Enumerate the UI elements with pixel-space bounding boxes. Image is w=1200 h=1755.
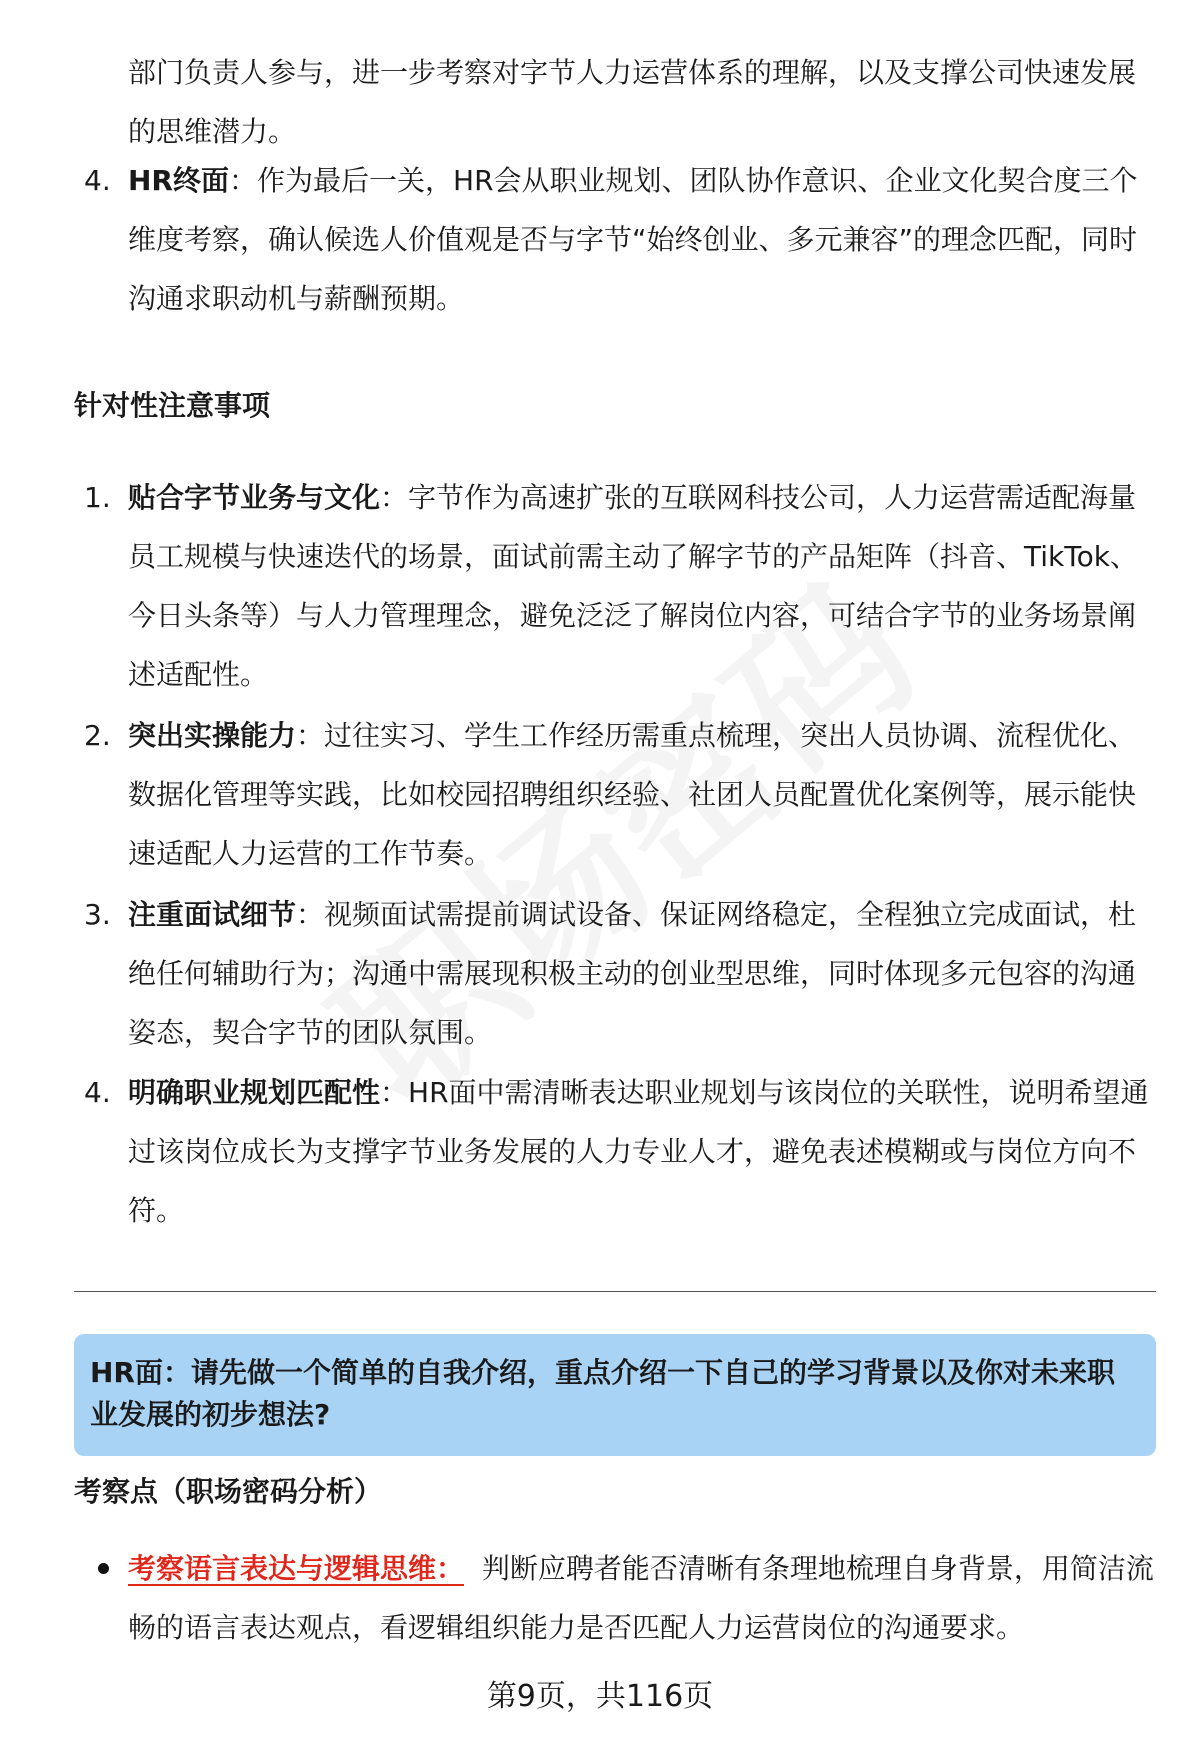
item-text [128,1063,1158,1240]
question-box: HR面：请先做一个简单的自我介绍，重点介绍一下自己的学习背景以及你对未来职业发展的初步想法? [74,1334,1156,1456]
intro-continuation: 部门负责人参与，进一步考察对字节人力运营体系的理解，以及支撑公司快速发展的思维潜力。 [128,56,1137,148]
bullet-icon [98,1563,109,1574]
analysis-body: 判断应聘者能否清晰有条理地梳理自身背景，用简洁流畅的语言表达观点，看逻辑组织能力是否匹配人力运营岗位的沟通要求。 [128,1552,1154,1644]
item-label: 明确职业规划匹配性 [128,1076,381,1109]
analysis-bullet-text [128,1539,1158,1657]
item-text [128,706,1158,883]
item-label: 突出实操能力 [128,719,297,752]
item-label: 贴合字节业务与文化 [128,481,381,514]
item-text [128,151,1158,328]
section-divider [74,1291,1156,1292]
item-number: 2. [84,719,111,752]
page-footer: 第9页，共116页 [486,1679,714,1714]
item-body: 字节作为高速扩张的互联网科技公司，人力运营需适配海量员工规模与快速迭代的场景，面试前需主动了解字节的产品矩阵（抖音、TikTok、今日头条等）与人力管理理念，避免泛泛了解岗位内容，可结合字节的业务场景阐述适配性。 [128,481,1138,691]
analysis-heading: 考察点（职场密码分析） [74,1475,383,1508]
item-body: 视频面试需提前调试设备、保证网络稳定，全程独立完成面试，杜绝任何辅助行为；沟通中需展现积极主动的创业型思维，同时体现多元包容的沟通姿态，契合字节的团队氛围。 [128,898,1137,1049]
item-text [128,885,1158,1062]
item-body: 过往实习、学生工作经历需重点梳理，突出人员协调、流程优化、数据化管理等实践，比如校园招聘组织经验、社团人员配置优化案例等，展示能快速适配人力运营的工作节奏。 [128,719,1137,870]
analysis-label: 考察语言表达与逻辑思维： [128,1552,465,1585]
item-number: 4. [84,1076,111,1109]
item-sep: ： [296,719,325,752]
item-label: 注重面试细节 [128,898,297,931]
item-sep: ： [229,164,258,197]
item-body: 作为最后一关，HR会从职业规划、团队协作意识、企业文化契合度三个维度考察，确认候选人价值观是否与字节“始终创业、多元兼容”的理念匹配，同时沟通求职动机与薪酬预期。 [128,164,1138,315]
item-sep: ： [380,481,409,514]
notes-heading: 针对性注意事项 [74,389,271,422]
item-label: HR终面 [128,164,229,197]
item-number: 4. [84,164,111,197]
item-number: 3. [84,898,111,931]
item-number: 1. [84,481,111,514]
item-body: HR面中需清晰表达职业规划与该岗位的关联性，说明希望通过该岗位成长为支撑字节业务发展的人力专业人才，避免表述模糊或与岗位方向不符。 [128,1076,1149,1227]
item-sep: ： [380,1076,409,1109]
item-text [128,468,1158,704]
item-sep: ： [296,898,325,931]
